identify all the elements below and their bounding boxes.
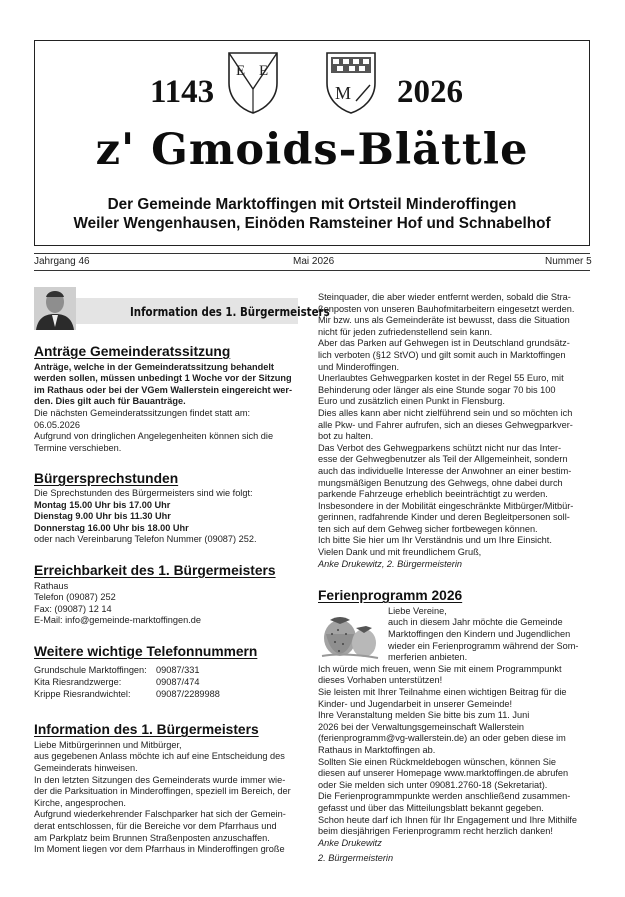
ferien-text: Ich würde mich freuen, wenn Sie mit einem Programmpunkt dieses Vorhaben unterstützen! Sie leisten mit Ihrer Teilnahme einen wichtigen Beitrag für die Kinder- und Jugendarbeit in unserer Gemeinde! Ihre Veranstaltung melden Sie bitte bis zum 11. Juni 2026 bei der Verwaltungsgemeinschaft Wallerstein (ferienprogramm@vg-wallerstein.de) an oder geben diese im Rathaus in Marktoffingen ab. Sollten Sie einen Rückmeldebogen wünschen, können Sie diesen auf unserer Homepage www.marktoffingen.de abrufen oder Sie melden sich unter 09081.2760-18 (Sekretariat). Die Ferienprogrammpunkte werden anschließend zusammen- gefasst und über das Mitteilungsblatt bekannt gegeben. Schon heute darf ich Ihnen für Ihr Engagement und Ihre Mithilfe beim diesjährigen Ferienprogramm recht herzlich danken! <box>318 663 577 837</box>
coat-of-arms-marktoffingen-icon <box>225 49 281 115</box>
info-box-title: Information des 1. Bürgermeisters <box>130 305 330 319</box>
parking-text: Steinquader, die aber wieder entfernt werden, sobald die Stra- ßenposten von unseren Bauhofmitarbeitern eingesetzt werden. Mir bzw. uns als Gemeinderäte ist bewusst, dass die Situation nicht für jeden zufriedenstellend sein kann. Aber das Parken auf Gehwegen ist in Deutschland grundsätz- lich verboten (§12 StVO) und gilt somit auch in Marktoffingen und Minderoffingen. Unerlaubtes Gehwegparken kostet in der Regel 55 Euro, mit Behinderung oder länger als eine Stunde sogar 70 bis 100 Euro und zusätzlich einen Punkt in Flensburg. Dies alles kann aber nicht zielführend sein und so möchten ich alle Pkw- und Fahrer aufrufen, sich an dieses Gehwegparkver- bot zu halten. Das Verbot des Gehwegparkens schützt nicht nur das Inter- esse der Gehwegbenutzer als Teil der Allgemeinheit, sondern auch das individuelle Interesse der Anwohner an einer bestim- mungsmäßigen Benutzung des Gehwegs, ohne dabei durch parkende Fahrzeuge erheblich beeinträchtigt zu werden. Insbesondere in der Mobilität eingeschränkte Mitbürger/Mitbür- gerinnen, radfahrende Kinder und deren Begleitpersonen soll- ten sich auf dem Gehweg sicher fortbewegen können. Ich bitte Sie hier um Ihr Verständnis und um Ihre Einsicht. Vielen Dank und mit freundlichem Gruß, <box>318 292 575 558</box>
issue-number: Nummer 5 <box>545 256 592 267</box>
ferien-signature-title: 2. Bürgermeisterin <box>318 853 394 864</box>
ferien-intro-text: Liebe Vereine, auch in diesem Jahr möchte die Gemeinde Marktoffingen den Kindern und Jugendlichen wieder ein Ferienprogramm während der Som- merferien anbieten. <box>388 605 579 663</box>
masthead <box>34 40 590 246</box>
phone-row: Krippe Riesrandwichtel: 09087/2289988 <box>34 688 220 699</box>
issue-date: Mai 2026 <box>293 256 335 267</box>
issue-rule-bottom <box>34 270 590 271</box>
sprechstunden-intro: Die Sprechstunden des Bürgermeisters sind wie folgt: <box>34 487 253 498</box>
current-year: 2026 <box>397 74 463 110</box>
antraege-bold-text: Anträge, welche in der Gemeinderatssitzung behandelt werden sollen, müssen unbedingt 1 Woche vor der Sitzung im Rathaus oder bei der VGem Wallerstein eingereicht wer- den. Dies gilt auch für Bauanträge. <box>34 361 293 407</box>
parking-signature: Anke Drukewitz, 2. Bürgermeisterin <box>318 558 462 569</box>
heading-ferienprogramm: Ferienprogramm 2026 <box>318 588 463 604</box>
masthead-subtitle-2: Weiler Wengenhausen, Einöden Ramsteiner Hof und Schnabelhof <box>73 215 551 232</box>
heading-telefonnummern: Weitere wichtige Telefonnummern <box>34 643 258 659</box>
coat-of-arms-minderoffingen-icon <box>323 49 379 115</box>
sprechstunden-tuesday: Dienstag 9.00 Uhr bis 11.30 Uhr <box>34 511 171 522</box>
phone-row: Kita Riesrandzwerge: 09087/474 <box>34 677 200 688</box>
svg-text:E: E <box>259 63 269 79</box>
heading-antraege: Anträge Gemeinderatssitzung <box>34 344 231 359</box>
sprechstunden-outro: oder nach Vereinbarung Telefon Nummer (09087) 252. <box>34 534 257 545</box>
ferien-signature-name: Anke Drukewitz <box>318 837 382 848</box>
info-box-bar <box>74 298 330 324</box>
heading-erreichbarkeit: Erreichbarkeit des 1. Bürgermeisters <box>34 562 276 578</box>
info-box <box>34 287 330 330</box>
left-column <box>34 346 299 856</box>
issue-rule-top <box>34 253 590 254</box>
masthead-subtitle-1: Der Gemeinde Marktoffingen mit Ortsteil Minderoffingen <box>107 196 517 213</box>
antraege-text: Die nächsten Gemeinderatssitzungen findet statt am: 06.05.2026 Aufgrund von dringlichen Angelegenheiten können sich die Termine verschieben. <box>34 407 274 453</box>
sprechstunden-thursday: Donnerstag 16.00 Uhr bis 18.00 Uhr <box>34 522 189 533</box>
contact-email: E-Mail: info@gemeinde-marktoffingen.de <box>34 615 201 626</box>
contact-phone: Telefon (09087) 252 <box>34 592 116 603</box>
contact-line: Rathaus <box>34 580 69 591</box>
information-text: Liebe Mitbürgerinnen und Mitbürger, aus gegebenen Anlass möchte ich auf eine Entscheidung des Gemeinderats hinweisen. In den letzten Sitzungen des Gemeinderats wurde immer wie- der die Parksituation in Minderoffingen, speziell im Bereich, der Kirche, angesprochen. Aufgrund wiederkehrender Falschparker hat sich der Gemein- derat entschlossen, für die Bereiche vor dem Pfarrhaus und am Parkplatz beim Brunnen Straßenposten anzuschaffen. Im Moment liegen vor dem Pfarrhaus in Minderoffingen große <box>34 739 291 855</box>
contact-fax: Fax: (09087) 12 14 <box>34 603 112 614</box>
ferien-intro-block <box>318 606 590 664</box>
mayor-portrait-icon <box>34 287 76 330</box>
sprechstunden-monday: Montag 15.00 Uhr bis 17.00 Uhr <box>34 499 171 510</box>
heading-sprechstunden: Bürgersprechstunden <box>34 471 179 487</box>
phone-row: Grundschule Marktoffingen: 09087/331 <box>34 665 200 676</box>
issue-volume: Jahrgang 46 <box>34 256 90 267</box>
founding-year: 1143 <box>150 74 215 110</box>
strawberry-icon <box>318 606 382 664</box>
newsletter-title: z' Gmoids-Blättle <box>95 125 529 175</box>
svg-text:E: E <box>236 63 246 79</box>
svg-text:M: M <box>335 83 352 103</box>
right-column <box>318 292 590 865</box>
heading-information: Information des 1. Bürgermeisters <box>34 722 259 738</box>
